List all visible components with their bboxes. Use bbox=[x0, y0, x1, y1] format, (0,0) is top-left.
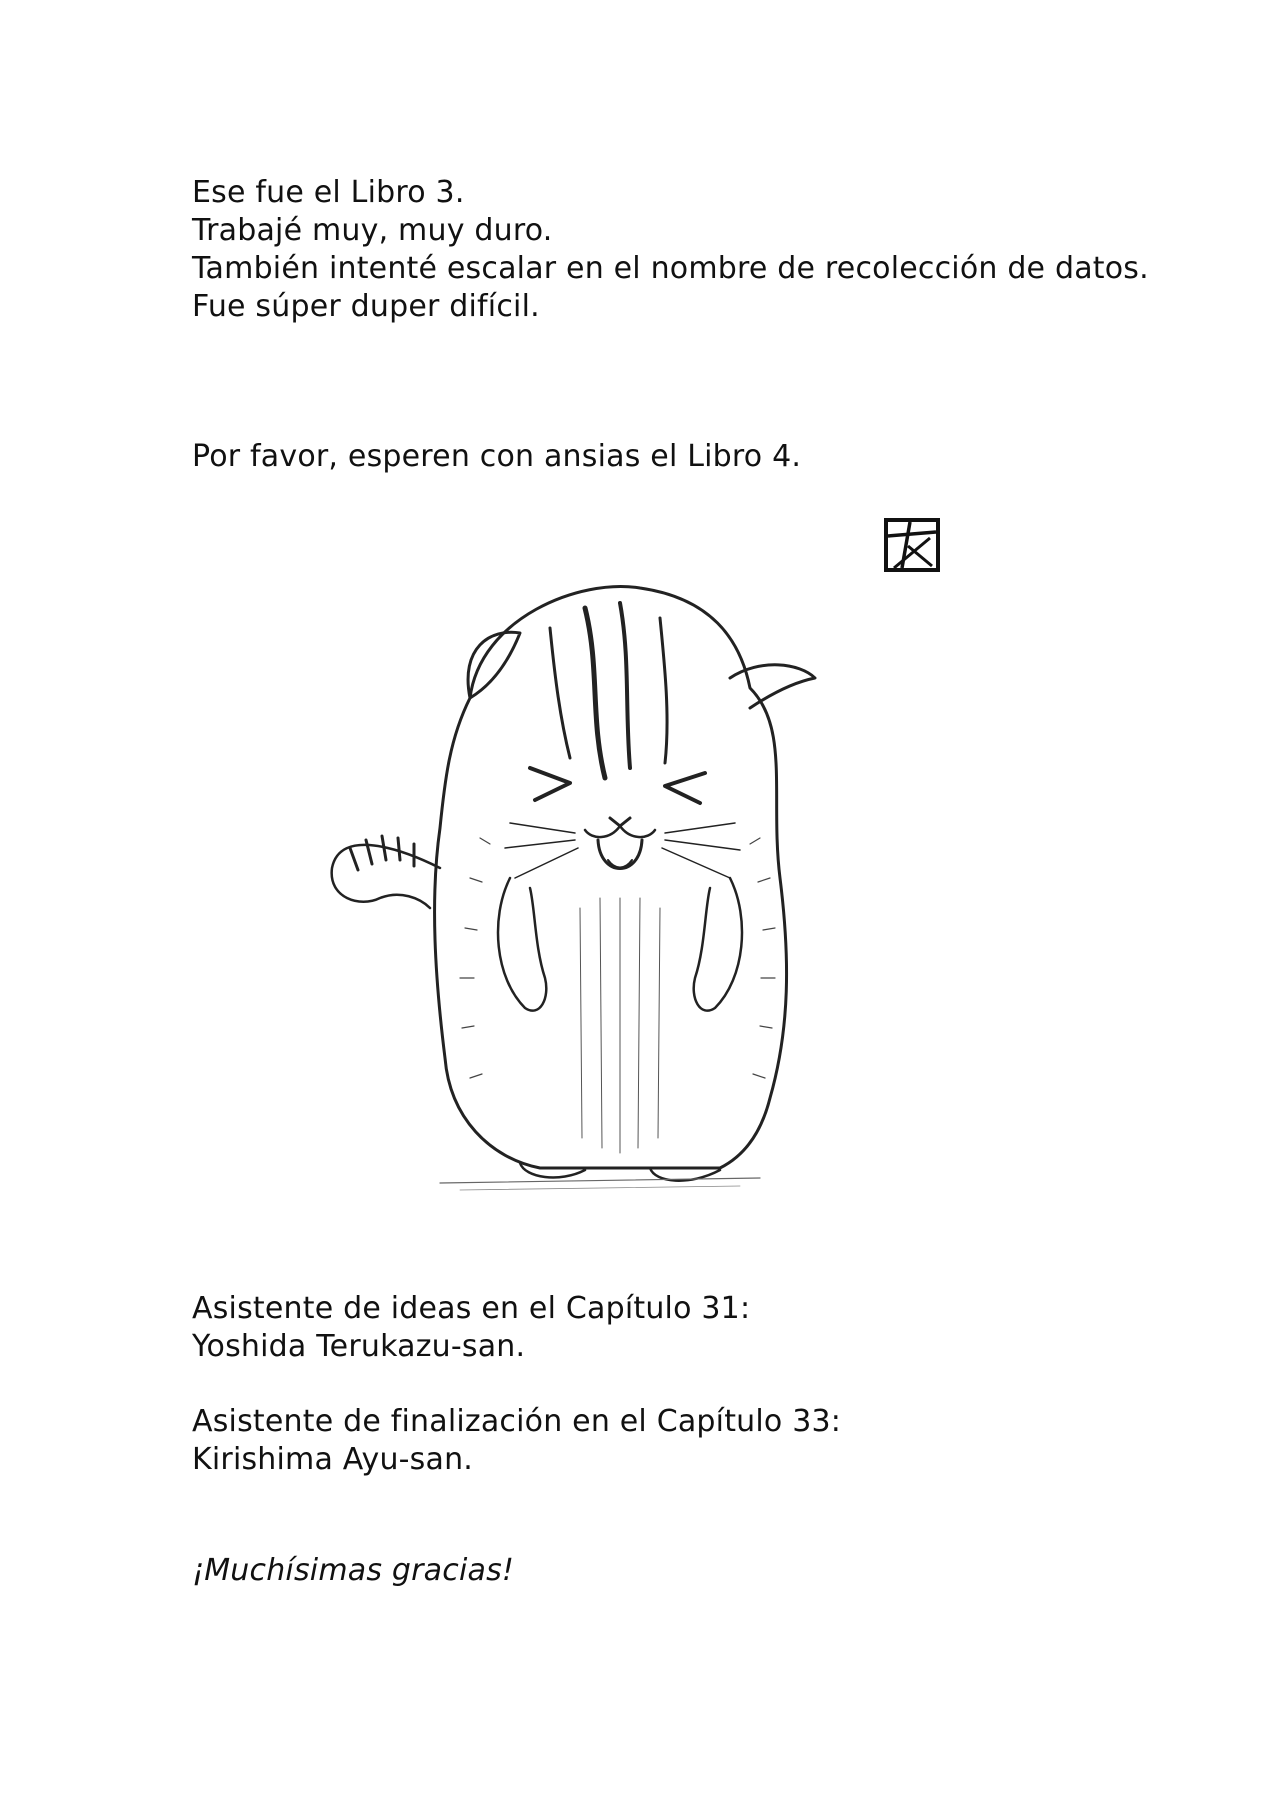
credit-role: Asistente de ideas en el Capítulo 31: bbox=[192, 1291, 751, 1326]
credit-chapter-33 bbox=[192, 1403, 841, 1479]
thanks-message bbox=[192, 1552, 514, 1590]
credit-name: Yoshida Terukazu-san. bbox=[192, 1329, 526, 1364]
thanks-line: ¡Muchísimas gracias! bbox=[192, 1553, 515, 1588]
intro-line: También intenté escalar en el nombre de recolección de datos. bbox=[192, 251, 1149, 286]
credit-chapter-31 bbox=[192, 1290, 750, 1366]
wait-message bbox=[192, 438, 801, 476]
intro-line: Fue súper duper difícil. bbox=[192, 289, 540, 324]
author-seal-icon bbox=[880, 512, 944, 576]
intro-line: Trabajé muy, muy duro. bbox=[192, 213, 553, 248]
wait-line: Por favor, esperen con ansias el Libro 4. bbox=[192, 439, 802, 474]
credit-role: Asistente de finalización en el Capítulo 33: bbox=[192, 1404, 842, 1439]
intro-line: Ese fue el Libro 3. bbox=[192, 175, 465, 210]
intro-text bbox=[192, 174, 1149, 326]
cat-drawing-icon bbox=[320, 578, 880, 1198]
credit-name: Kirishima Ayu-san. bbox=[192, 1442, 474, 1477]
